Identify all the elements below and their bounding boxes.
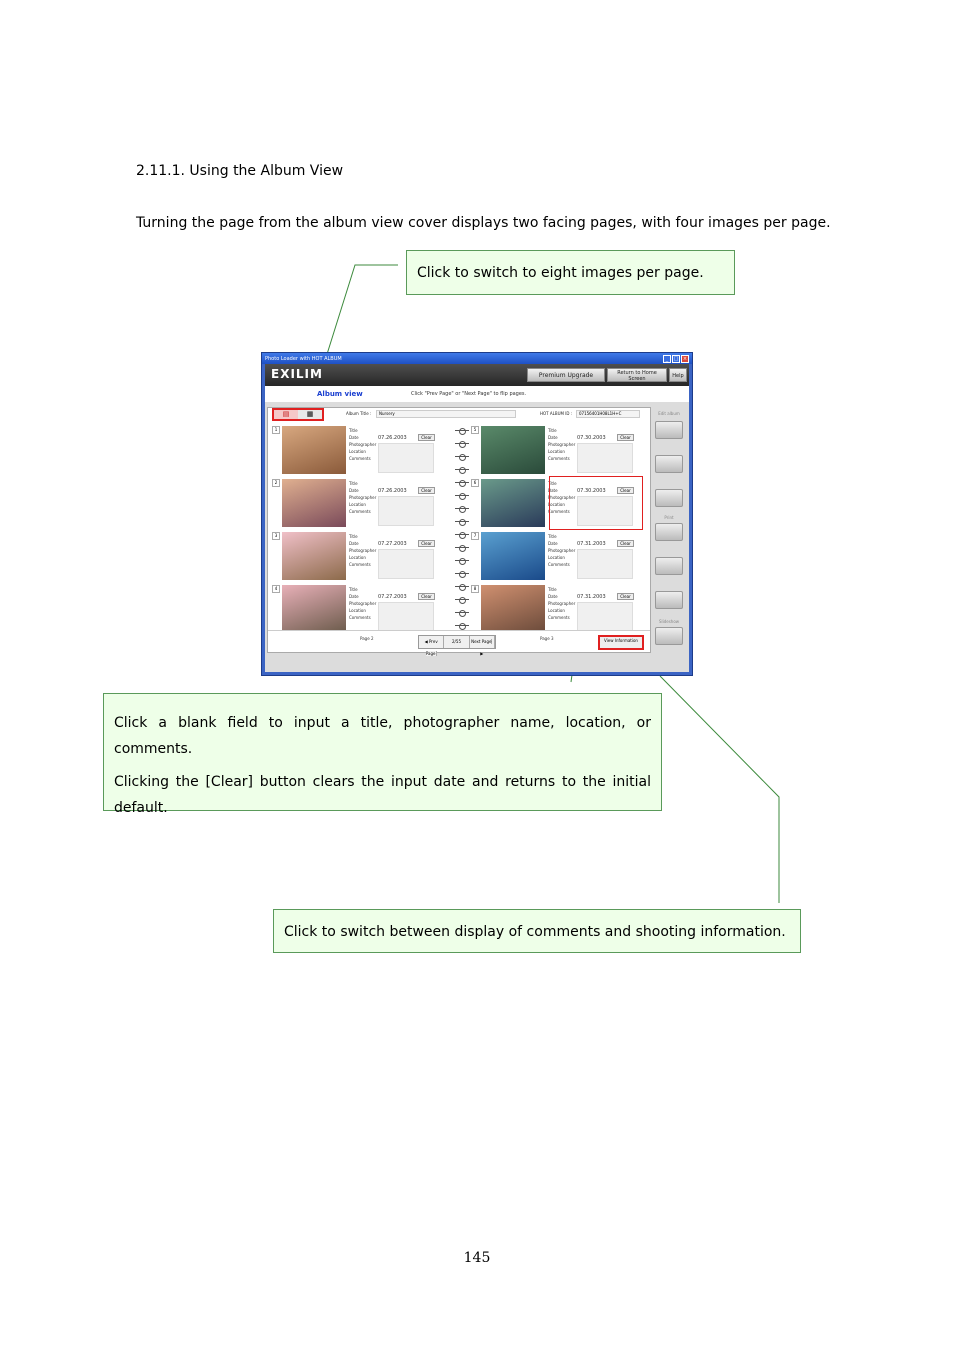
left-entry-2 xyxy=(272,479,452,529)
entry-date: 07.26.2003 xyxy=(378,435,407,441)
album-tool-button-2[interactable] xyxy=(655,455,683,473)
binder-ring xyxy=(455,534,469,537)
page-left-label: Page 2 xyxy=(360,636,374,641)
clear-button[interactable]: Clear xyxy=(418,434,435,441)
app-body xyxy=(265,364,689,672)
field-label: Date xyxy=(349,594,359,599)
eight-per-page-icon[interactable]: ▦ xyxy=(298,410,322,419)
entry-input-fields[interactable] xyxy=(577,443,633,473)
entry-input-fields[interactable] xyxy=(378,496,434,526)
field-label: Photographer xyxy=(548,601,576,606)
field-label: Title xyxy=(349,481,358,486)
binder-ring xyxy=(455,443,469,446)
field-label: Title xyxy=(548,481,557,486)
field-label: Title xyxy=(349,428,358,433)
album-photo[interactable] xyxy=(282,585,346,633)
field-label: Comments xyxy=(548,509,570,514)
album-spread xyxy=(267,407,651,656)
binder-ring xyxy=(455,469,469,472)
album-title-label: Album Title : xyxy=(346,411,372,416)
page-navigator xyxy=(418,635,496,656)
maximize-icon[interactable]: □ xyxy=(673,355,679,362)
field-label: Location xyxy=(349,555,366,560)
window-title: Photo Loader with HOT ALBUM xyxy=(265,355,342,362)
binder-ring xyxy=(455,521,469,524)
field-label: Date xyxy=(548,594,558,599)
field-label: Date xyxy=(349,541,359,546)
entry-date: 07.30.2003 xyxy=(577,435,606,441)
minimize-icon[interactable]: _ xyxy=(663,355,671,363)
view-bar xyxy=(265,386,689,402)
clear-button[interactable]: Clear xyxy=(617,593,634,600)
prev-page-label: Prev Page xyxy=(425,639,438,656)
clear-button[interactable]: Clear xyxy=(617,487,634,494)
album-tool-button-5[interactable] xyxy=(655,557,683,575)
entry-number: 6 xyxy=(471,479,479,487)
highlight-input-fields xyxy=(549,476,643,530)
four-per-page-icon[interactable]: ▤ xyxy=(274,410,298,419)
entry-input-fields[interactable] xyxy=(577,602,633,632)
binder-ring xyxy=(455,456,469,459)
entry-input-fields[interactable] xyxy=(378,549,434,579)
view-title: Album view xyxy=(317,390,363,398)
flip-hint: Click "Prev Page" or "Next Page" to flip pages. xyxy=(411,391,527,397)
left-entry-4 xyxy=(272,585,452,635)
binder-ring xyxy=(455,430,469,433)
field-label: Comments xyxy=(548,615,570,620)
callout-blank-field-text: Click a blank field to input a title, photographer name, location, or comments. xyxy=(114,715,651,757)
exilim-logo: EXILIM xyxy=(271,367,323,381)
entry-number: 5 xyxy=(471,426,479,434)
binder-ring xyxy=(455,508,469,511)
album-id-label: HOT ALBUM ID : xyxy=(540,411,573,416)
side-label-edit: Edit album xyxy=(658,411,680,416)
album-title-field[interactable]: Nursery xyxy=(376,410,516,418)
entry-number: 8 xyxy=(471,585,479,593)
field-label: Title xyxy=(548,534,557,539)
binder-ring xyxy=(455,586,469,589)
window-titlebar xyxy=(262,353,692,364)
entry-date: 07.31.2003 xyxy=(577,594,606,600)
field-label: Date xyxy=(548,488,558,493)
binder-ring xyxy=(455,560,469,563)
album-photo[interactable] xyxy=(481,426,545,474)
edit-album-button[interactable] xyxy=(655,421,683,439)
field-label: Location xyxy=(349,502,366,507)
field-labels xyxy=(349,586,376,621)
next-page-button[interactable]: Next Page ▶ xyxy=(470,636,495,648)
field-labels xyxy=(548,427,575,462)
field-label: Date xyxy=(548,541,558,546)
field-label: Photographer xyxy=(548,548,576,553)
brand-bar xyxy=(265,364,689,386)
field-labels xyxy=(349,480,376,515)
side-label-print: Print xyxy=(664,515,674,520)
entry-date: 07.31.2003 xyxy=(577,541,606,547)
field-label: Photographer xyxy=(349,442,377,447)
right-entry-5 xyxy=(471,426,651,476)
intro-paragraph: Turning the page from the album view cover displays two facing pages, with four images per page. xyxy=(136,215,831,231)
clear-button[interactable]: Clear xyxy=(418,487,435,494)
binder-ring xyxy=(455,495,469,498)
callout-clear-text: Clicking the [Clear] button clears the input date and returns to the initial default. xyxy=(114,774,651,816)
clear-button[interactable]: Clear xyxy=(418,540,435,547)
field-label: Title xyxy=(349,587,358,592)
app-window xyxy=(261,352,693,676)
help-button[interactable]: Help xyxy=(669,368,687,382)
field-labels xyxy=(349,427,376,462)
premium-upgrade-button[interactable]: Premium Upgrade xyxy=(527,368,605,382)
field-label: Comments xyxy=(548,562,570,567)
entry-input-fields[interactable] xyxy=(378,602,434,632)
album-photo[interactable] xyxy=(481,585,545,633)
field-label: Title xyxy=(349,534,358,539)
entry-number: 3 xyxy=(272,532,280,540)
right-entry-8 xyxy=(471,585,651,635)
entry-number: 7 xyxy=(471,532,479,540)
prev-page-button[interactable]: ◀ Prev Page xyxy=(419,636,444,648)
binder-ring xyxy=(455,573,469,576)
album-photo[interactable] xyxy=(481,532,545,580)
entry-input-fields[interactable] xyxy=(378,443,434,473)
view-information-button[interactable]: View Information xyxy=(598,635,644,650)
field-label: Title xyxy=(548,428,557,433)
field-label: Photographer xyxy=(349,495,377,500)
clear-button[interactable]: Clear xyxy=(418,593,435,600)
field-label: Comments xyxy=(349,562,371,567)
entry-date: 07.27.2003 xyxy=(378,541,407,547)
side-toolbar xyxy=(651,407,687,653)
entry-input-fields[interactable] xyxy=(577,549,633,579)
field-label: Location xyxy=(349,449,366,454)
album-photo[interactable] xyxy=(282,532,346,580)
field-label: Comments xyxy=(548,456,570,461)
left-entry-1 xyxy=(272,426,452,476)
callout-view-info-text: Click to switch between display of comments and shooting information. xyxy=(284,924,786,940)
binder-rings xyxy=(455,426,469,636)
field-label: Photographer xyxy=(349,601,377,606)
page-right-label: Page 3 xyxy=(540,636,554,641)
field-label: Location xyxy=(548,502,565,507)
binder-ring xyxy=(455,547,469,550)
entry-date: 07.30.2003 xyxy=(577,488,606,494)
field-label: Photographer xyxy=(548,442,576,447)
entry-number: 2 xyxy=(272,479,280,487)
entry-date: 07.27.2003 xyxy=(378,594,407,600)
return-home-button[interactable]: Return to Home Screen xyxy=(607,368,667,382)
field-labels xyxy=(548,586,575,621)
binder-ring xyxy=(455,482,469,485)
entry-number: 4 xyxy=(272,585,280,593)
field-label: Photographer xyxy=(548,495,576,500)
field-label: Date xyxy=(349,488,359,493)
clear-button[interactable]: Clear xyxy=(617,540,634,547)
side-label-slideshow: Slideshow xyxy=(658,619,680,624)
field-label: Comments xyxy=(349,509,371,514)
right-entry-7 xyxy=(471,532,651,582)
field-label: Title xyxy=(548,587,557,592)
field-label: Comments xyxy=(349,456,371,461)
field-label: Date xyxy=(548,435,558,440)
print-button[interactable] xyxy=(655,523,683,541)
field-labels xyxy=(349,533,376,568)
close-icon[interactable]: × xyxy=(682,355,688,362)
page-bar xyxy=(268,630,650,656)
page-count: 2/55 xyxy=(444,636,469,648)
binder-ring xyxy=(455,599,469,602)
field-label: Photographer xyxy=(349,548,377,553)
callout-eight-images-text: Click to switch to eight images per page. xyxy=(417,265,704,281)
album-photo[interactable] xyxy=(282,479,346,527)
field-label: Location xyxy=(548,449,565,454)
section-heading: 2.11.1. Using the Album View xyxy=(136,163,344,179)
entry-number: 1 xyxy=(272,426,280,434)
field-label: Comments xyxy=(349,615,371,620)
callout-eight-images xyxy=(406,250,735,295)
binder-ring xyxy=(455,625,469,628)
album-photo[interactable] xyxy=(282,426,346,474)
left-entry-3 xyxy=(272,532,452,582)
field-labels xyxy=(548,533,575,568)
slideshow-button[interactable] xyxy=(655,627,683,645)
album-id-field: 07156401H08L1H+C xyxy=(576,410,640,418)
album-tool-button-6[interactable] xyxy=(655,591,683,609)
callout-blank-field xyxy=(103,693,662,816)
callout-view-info xyxy=(273,909,801,953)
field-label: Date xyxy=(349,435,359,440)
clear-button[interactable]: Clear xyxy=(617,434,634,441)
mail-button[interactable] xyxy=(655,489,683,507)
field-label: Location xyxy=(548,608,565,613)
layout-toggle[interactable] xyxy=(272,408,324,421)
album-photo[interactable] xyxy=(481,479,545,527)
next-page-label: Next Page xyxy=(471,639,492,644)
entry-date: 07.26.2003 xyxy=(378,488,407,494)
binder-ring xyxy=(455,612,469,615)
field-label: Location xyxy=(548,555,565,560)
field-label: Location xyxy=(349,608,366,613)
page-number: 145 xyxy=(463,1250,491,1266)
